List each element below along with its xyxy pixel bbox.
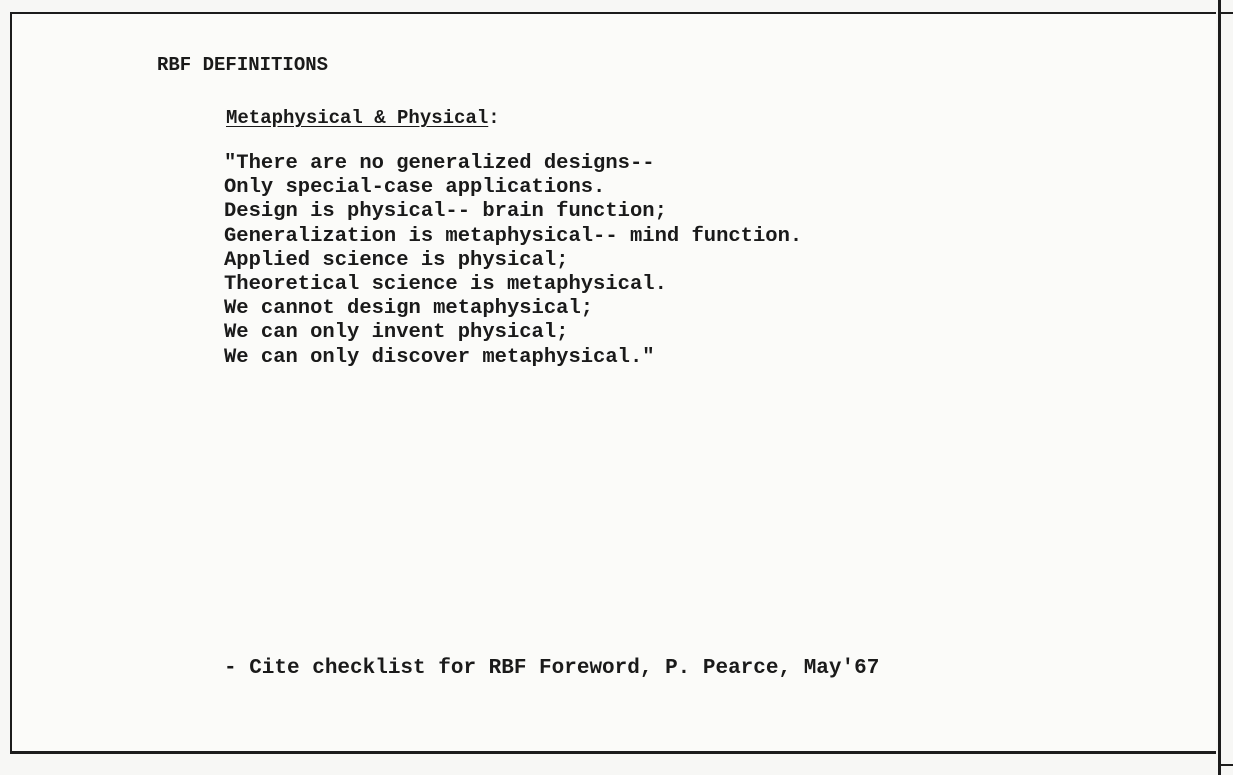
subheading-title: Metaphysical & Physical (226, 107, 489, 129)
quote-line: We cannot design metaphysical; (224, 297, 594, 321)
bottom-border-extension (1218, 764, 1233, 766)
quote-line: Theoretical science is metaphysical. (224, 273, 667, 297)
section-subheading (226, 107, 500, 129)
quote-line: Design is physical-- brain function; (224, 200, 667, 224)
quote-line: "There are no generalized designs-- (224, 152, 655, 175)
quote-line: We can only invent physical; (224, 321, 569, 345)
right-border-rule (1218, 0, 1221, 775)
quote-line: Generalization is metaphysical-- mind function. (224, 224, 803, 248)
quote-line: We can only discover metaphysical." (224, 345, 655, 369)
document-card (10, 12, 1216, 754)
subheading-colon: : (488, 107, 500, 129)
document-heading: RBF DEFINITIONS (157, 54, 329, 76)
top-border-extension (1218, 12, 1233, 14)
citation-line: - Cite checklist for RBF Foreword, P. Pearce, May'67 (224, 657, 880, 680)
quote-line: Only special-case applications. (224, 176, 606, 200)
quote-block (224, 152, 802, 370)
quote-line: Applied science is physical; (224, 248, 569, 272)
